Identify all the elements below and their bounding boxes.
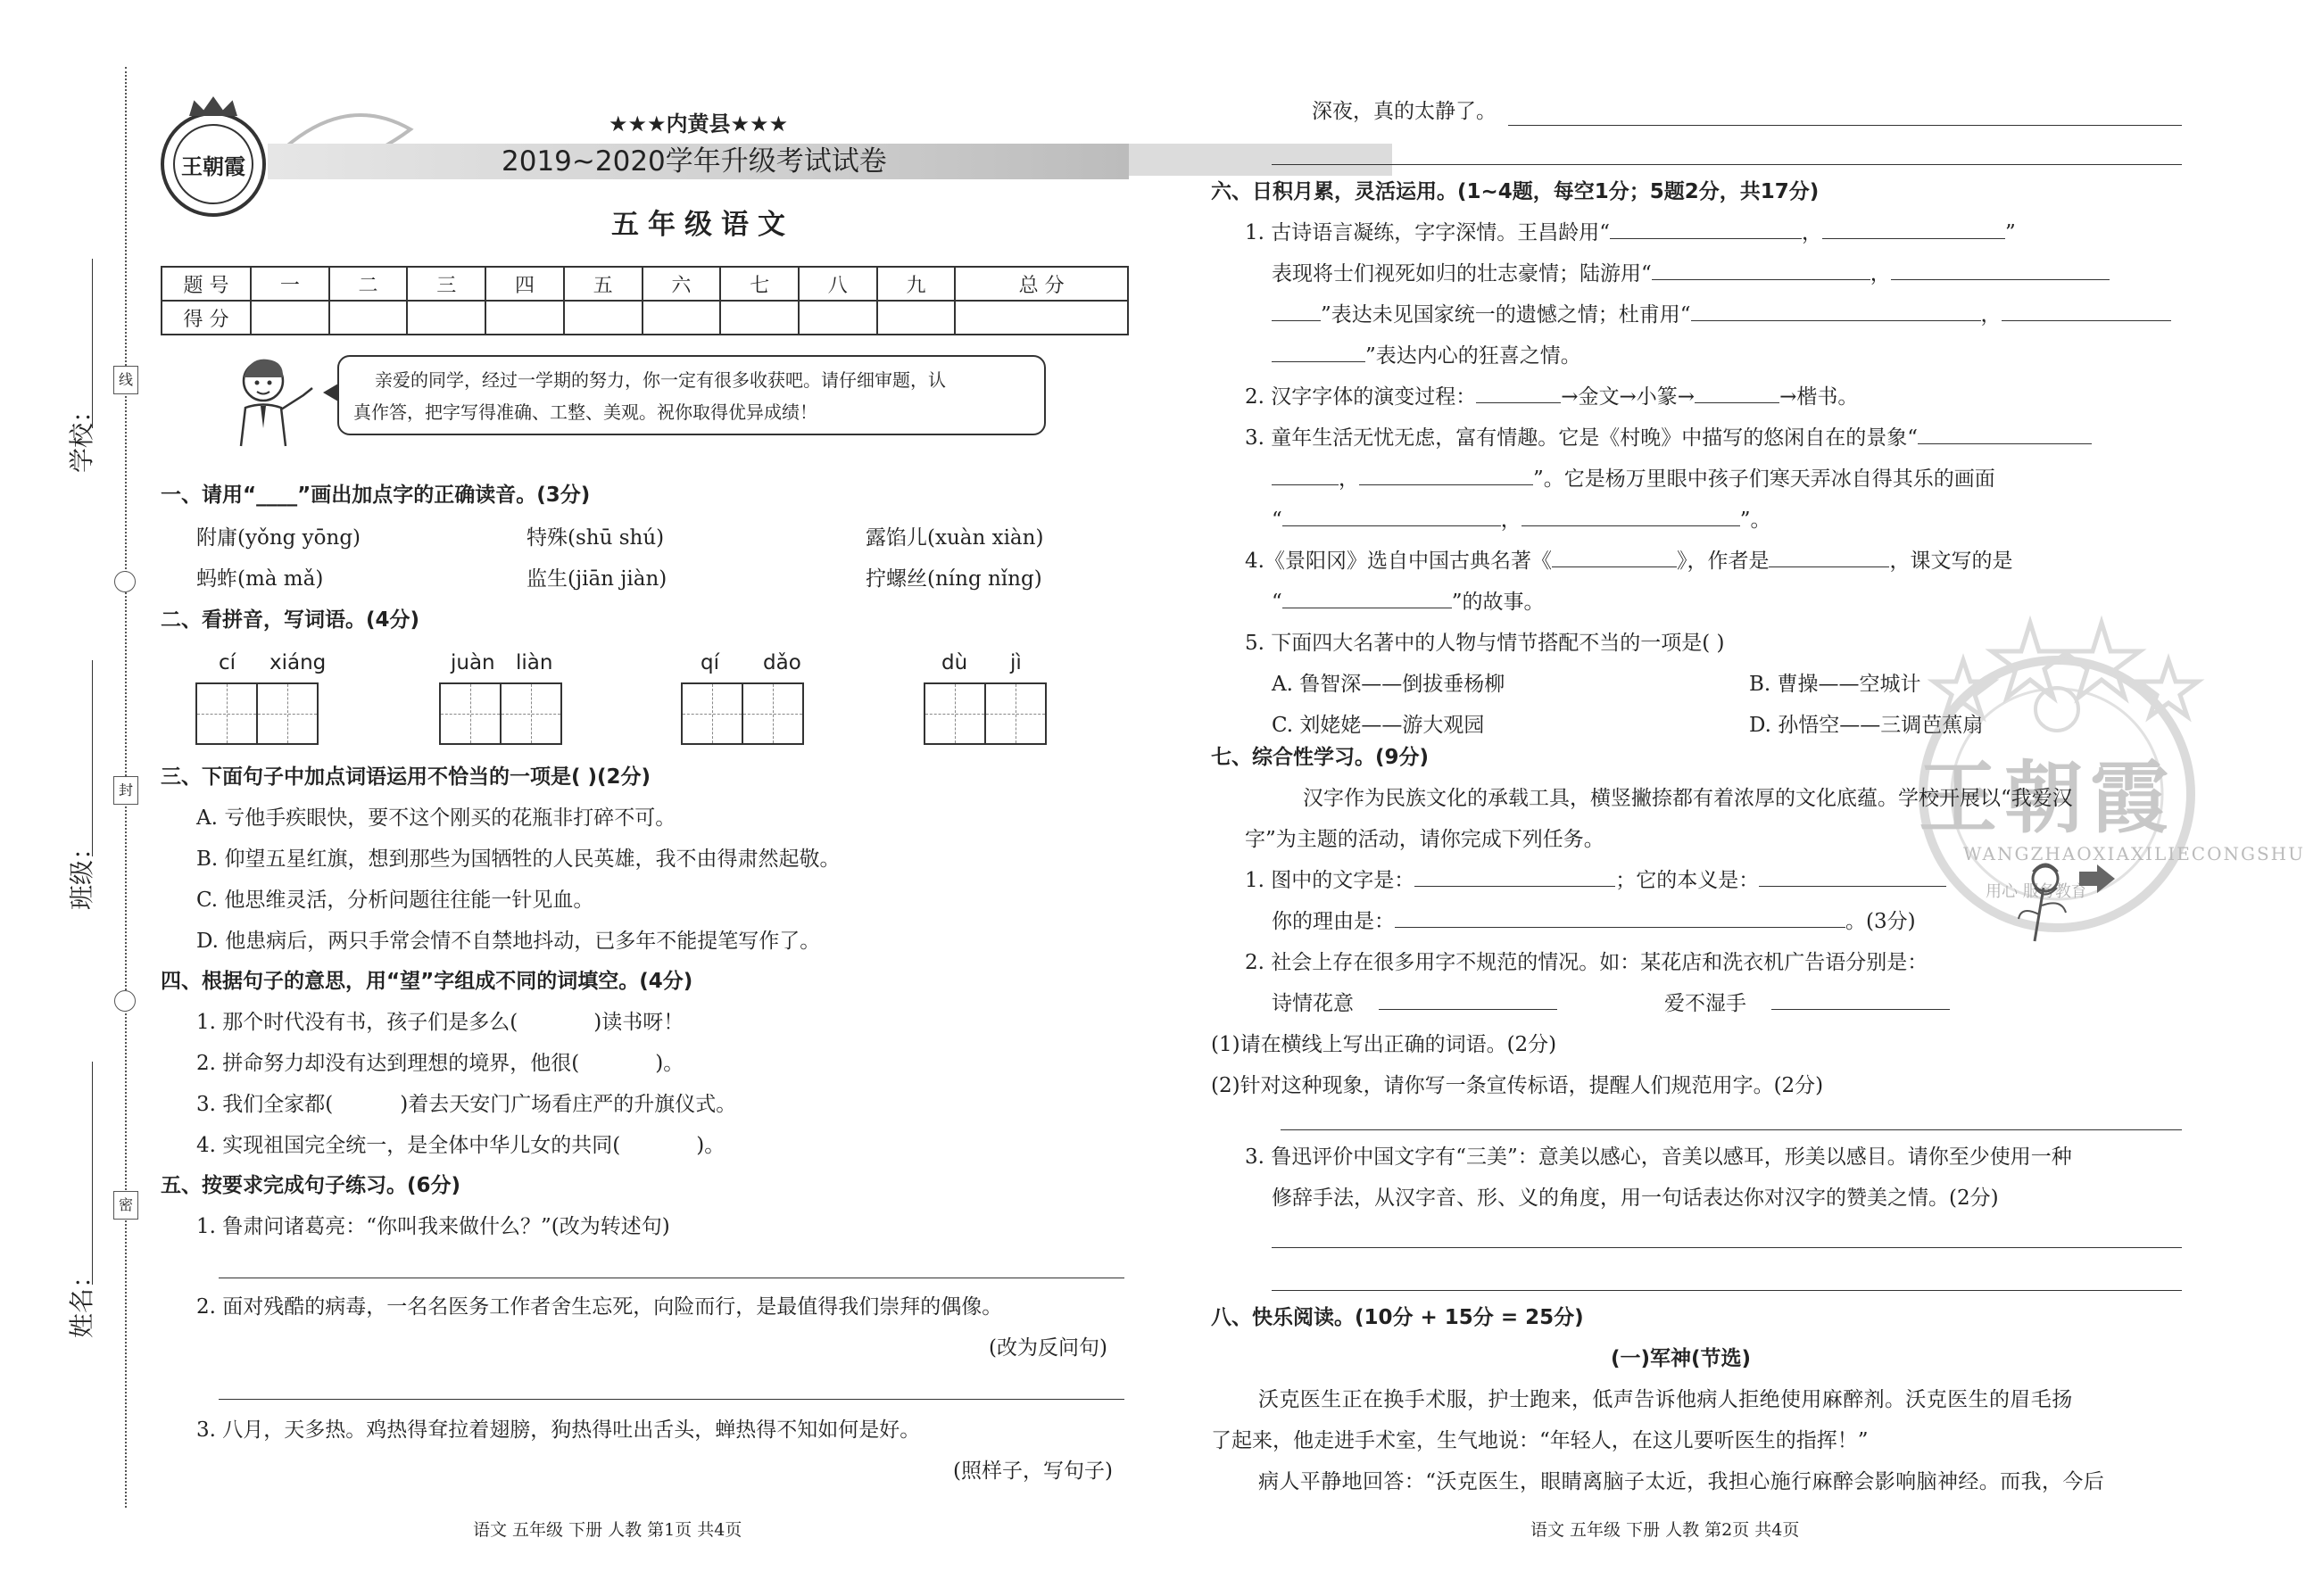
- q5-item-3: 3. 八月，天多热。鸡热得耷拉着翅膀，狗热得吐出舌头，蝉热得不知如何是好。: [196, 1418, 921, 1442]
- q8-title: 八、快乐阅读。(10分 + 15分 = 25分): [1211, 1306, 1584, 1329]
- score-cell: 总 分: [955, 267, 1128, 301]
- q5-item-3-continued: 深夜，真的太静了。: [1312, 100, 1497, 123]
- brand-logo: [161, 112, 266, 217]
- q6-item-5: 5. 下面四大名著中的人物与情节搭配不当的一项是( ): [1245, 632, 1725, 655]
- q2-pinyin: xiáng: [269, 651, 327, 674]
- q1-item[interactable]: 监生(jiān jiàn): [527, 567, 667, 591]
- score-table: [161, 266, 1129, 335]
- q5-item-1: 1. 鲁肃问诸葛亮：“你叫我来做什么？”(改为转述句): [196, 1215, 670, 1238]
- school-field[interactable]: [92, 259, 93, 428]
- writing-box[interactable]: [742, 682, 804, 745]
- writing-box[interactable]: [256, 682, 319, 745]
- q2-pinyin: liàn: [516, 651, 553, 674]
- q2-pinyin: juàn: [451, 651, 495, 674]
- q1-title: 一、请用“____”画出加点字的正确读音。(3分): [161, 484, 591, 507]
- name-field[interactable]: [92, 1062, 93, 1285]
- score-label-cell: 得 分: [162, 301, 251, 335]
- score-cell: 二: [329, 267, 408, 301]
- answer-line[interactable]: [1281, 1129, 2182, 1130]
- q6-item-4a: 4.《景阳冈》选自中国古典名著《 》，作者是 ，课文写的是: [1245, 550, 2013, 573]
- q6-item-1c: ”表达未见国家统一的遗憾之情；杜甫用“ ，: [1272, 302, 2171, 328]
- score-input-cell[interactable]: [251, 301, 329, 335]
- q1-item[interactable]: 拧螺丝(níng nǐng): [866, 567, 1042, 591]
- q3-option-c[interactable]: C. 他思维灵活，分析问题往往能一针见血。: [196, 889, 594, 912]
- seal-mark-line: 线: [113, 366, 138, 394]
- q6-item-2: 2. 汉字字体的演变过程： →金文→小篆→ →楷书。: [1245, 385, 1859, 409]
- passage-line: 了起来，他走进手术室，生气地说：“年轻人，在这儿要听医生的指挥！”: [1211, 1429, 1869, 1452]
- answer-line[interactable]: [1272, 164, 2182, 165]
- writing-box[interactable]: [984, 682, 1047, 745]
- q6-item-3c: “ ， ”。: [1272, 509, 1771, 532]
- q3-option-b[interactable]: B. 仰望五星红旗，想到那些为国牺牲的人民英雄，我不由得肃然起敬。: [196, 848, 841, 871]
- score-input-cell[interactable]: [564, 301, 643, 335]
- q1-item[interactable]: 蚂蚱(mà mǎ): [196, 567, 324, 591]
- score-cell: 三: [407, 267, 485, 301]
- footer-right: 语文 五年级 下册 人教 第2页 共4页: [1530, 1520, 1800, 1540]
- q7-item-1a: 1. 图中的文字是： ；它的本义是：: [1245, 867, 1946, 894]
- q1-item[interactable]: 特殊(shū shú): [527, 526, 665, 550]
- score-cell: 五: [564, 267, 643, 301]
- q6-option[interactable]: D. 孙悟空——三调芭蕉扇: [1749, 714, 1984, 737]
- q4-item: 2. 拼命努力却没有达到理想的境界，他很( )。: [196, 1052, 684, 1075]
- q6-option[interactable]: B. 曹操——空城计: [1749, 673, 1921, 696]
- watermark-pinyin: WANGZHAOXIAXILIECONGSHU: [1963, 843, 2305, 864]
- answer-line[interactable]: [1272, 1290, 2182, 1291]
- q7-item-3b: 修辞手法，从汉字音、形、义的角度，用一句话表达你对汉字的赞美之情。(2分): [1272, 1187, 1999, 1210]
- q4-item: 4. 实现祖国完全统一，是全体中华儿女的共同( )。: [196, 1134, 725, 1157]
- q6-item-4b: “ ”的故事。: [1272, 591, 1545, 614]
- q6-item-3a: 3. 童年生活无忧无虑，富有情趣。它是《村晚》中描写的悠闲自在的景象“: [1245, 425, 2092, 451]
- county-title: ★★★内黄县★★★: [609, 112, 789, 136]
- binding-hole-2: [114, 990, 136, 1012]
- score-cell: 题 号: [162, 267, 251, 301]
- writing-box[interactable]: [500, 682, 562, 745]
- score-cell: 一: [251, 267, 329, 301]
- q6-item-1a: 1. 古诗语言凝练，字字深情。王昌龄用“ ， ”: [1245, 221, 2016, 244]
- score-input-cell[interactable]: [877, 301, 956, 335]
- q6-item-1b: 表现将士们视死如归的壮志豪情；陆游用“ ，: [1272, 260, 2110, 287]
- exam-title: 2019~2020学年升级考试试卷: [502, 145, 887, 178]
- q7-item-2: 2. 社会上存在很多用字不规范的情况。如：某花店和洗衣机广告语分别是：: [1245, 951, 1928, 974]
- writing-box[interactable]: [195, 682, 258, 745]
- q3-option-d[interactable]: D. 他患病后，两只手常会情不自禁地抖动，已多年不能提笔写作了。: [196, 930, 821, 953]
- score-cell: 八: [799, 267, 877, 301]
- q2-pinyin: qí: [701, 651, 719, 674]
- score-input-cell[interactable]: [720, 301, 799, 335]
- q7-intro-2: 字”为主题的活动，请你完成下列任务。: [1245, 828, 1604, 851]
- teacher-illustration: [223, 352, 321, 451]
- q5-title: 五、按要求完成句子练习。(6分): [161, 1174, 461, 1197]
- greeting-bubble-tail: [323, 384, 338, 401]
- score-cell: 九: [877, 267, 956, 301]
- passage-line: 病人平静地回答：“沃克医生，眼睛离脑子太近，我担心施行麻醉会影响脑神经。而我，今后: [1258, 1470, 2105, 1493]
- q4-title: 四、根据句子的意思，用“望”字组成不同的词填空。(4分): [161, 970, 693, 993]
- score-input-cell[interactable]: [955, 301, 1128, 335]
- q7-intro-1: 汉字作为民族文化的承载工具，横竖撇捺都有着浓厚的文化底蕴。学校开展以“我爱汉: [1303, 787, 2073, 810]
- q4-item: 3. 我们全家都( )着去天安门广场看庄严的升旗仪式。: [196, 1093, 737, 1116]
- seal-mark-seal: 封: [113, 776, 138, 805]
- score-cell: 七: [720, 267, 799, 301]
- greeting-line-2: 真作答，把字写得准确、工整、美观。祝你取得优异成绩！: [353, 401, 817, 423]
- logo-crown-icon: [189, 96, 237, 116]
- passage-line: 沃克医生正在换手术服，护士跑来，低声告诉他病人拒绝使用麻醉剂。沃克医生的眉毛扬: [1258, 1388, 2073, 1411]
- q5-item-3-note: (照样子，写句子): [953, 1460, 1113, 1483]
- q2-pinyin: dù: [941, 651, 968, 674]
- score-header-row: [162, 267, 1128, 301]
- q3-option-a[interactable]: A. 亏他手疾眼快，要不这个刚买的花瓶非打碎不可。: [196, 806, 676, 830]
- q6-item-3b: ， ”。它是杨万里眼中孩子们寒天弄冰自得其乐的画面: [1272, 466, 1995, 492]
- q6-option[interactable]: C. 刘姥姥——游大观园: [1272, 714, 1485, 737]
- class-field[interactable]: [92, 660, 93, 856]
- score-cell: 四: [485, 267, 564, 301]
- score-value-row: [162, 301, 1128, 335]
- q2-title: 二、看拼音，写词语。(4分): [161, 608, 420, 632]
- writing-box[interactable]: [681, 682, 743, 745]
- footer-left: 语文 五年级 下册 人教 第1页 共4页: [473, 1520, 742, 1540]
- q7-item-1b: 你的理由是： 。(3分): [1272, 910, 1916, 933]
- class-label: 班级：: [67, 834, 96, 910]
- greeting-line-1: 亲爱的同学，经过一学期的努力，你一定有很多收获吧。请仔细审题，认: [375, 369, 946, 391]
- watermark-brand: 王朝霞: [1919, 751, 2176, 844]
- q7-ad-1: 诗情花意: [1272, 990, 1557, 1017]
- q2-pinyin: dǎo: [763, 651, 801, 674]
- score-input-cell[interactable]: [485, 301, 564, 335]
- score-input-cell[interactable]: [799, 301, 877, 335]
- q5-item-2: 2. 面对残酷的病毒，一名名医务工作者舍生忘死，向险而行，是最值得我们崇拜的偶像。: [196, 1295, 1003, 1319]
- subject-title: 五年级语文: [611, 209, 794, 241]
- q7-title: 七、综合性学习。(9分): [1211, 746, 1430, 769]
- writing-box[interactable]: [924, 682, 986, 745]
- binding-hole-1: [114, 571, 136, 592]
- q6-option[interactable]: A. 鲁智深——倒拔垂杨柳: [1272, 673, 1505, 696]
- q7-sub-2: (2)针对这种现象，请你写一条宣传标语，提醒人们规范用字。(2分): [1211, 1074, 1824, 1097]
- answer-line[interactable]: [1508, 125, 2182, 126]
- q4-item: 1. 那个时代没有书，孩子们是多么( )读书呀！: [196, 1011, 684, 1034]
- flower-character-image: [2008, 852, 2142, 950]
- watermark-slogan: 用心 服务教育: [1986, 882, 2087, 901]
- logo-text: 王朝霞: [181, 153, 245, 179]
- q2-pinyin: cí: [219, 651, 236, 674]
- q5-item-2-note: (改为反问句): [989, 1336, 1107, 1360]
- seal-mark-secret: 密: [113, 1191, 138, 1220]
- q7-item-3a: 3. 鲁迅评价中国文字有“三美”：意美以感心，音美以感耳，形美以感目。请你至少使用一种: [1245, 1145, 2072, 1169]
- answer-line[interactable]: [1272, 1247, 2182, 1248]
- score-input-cell[interactable]: [329, 301, 408, 335]
- school-label: 学校：: [67, 397, 96, 473]
- passage-title: (一)军神(节选): [1611, 1347, 1752, 1370]
- score-input-cell[interactable]: [643, 301, 721, 335]
- q1-item[interactable]: 露馅儿(xuàn xiàn): [866, 526, 1044, 550]
- q6-item-1d: ”表达内心的狂喜之情。: [1272, 343, 1581, 369]
- score-cell: 六: [643, 267, 721, 301]
- name-label: 姓名：: [67, 1262, 96, 1338]
- q1-item[interactable]: 附庸(yǒng yōng): [196, 526, 361, 550]
- q7-ad-2: 爱不湿手: [1664, 990, 1950, 1017]
- score-input-cell[interactable]: [407, 301, 485, 335]
- q7-sub-1: (1)请在横线上写出正确的词语。(2分): [1211, 1033, 1557, 1056]
- q6-title: 六、日积月累，灵活运用。(1~4题，每空1分；5题2分，共17分): [1211, 180, 1820, 203]
- q3-title: 三、下面句子中加点词语运用不恰当的一项是( )(2分): [161, 765, 651, 789]
- writing-box[interactable]: [439, 682, 502, 745]
- q2-pinyin: jì: [1010, 651, 1022, 674]
- answer-line[interactable]: [219, 1399, 1124, 1400]
